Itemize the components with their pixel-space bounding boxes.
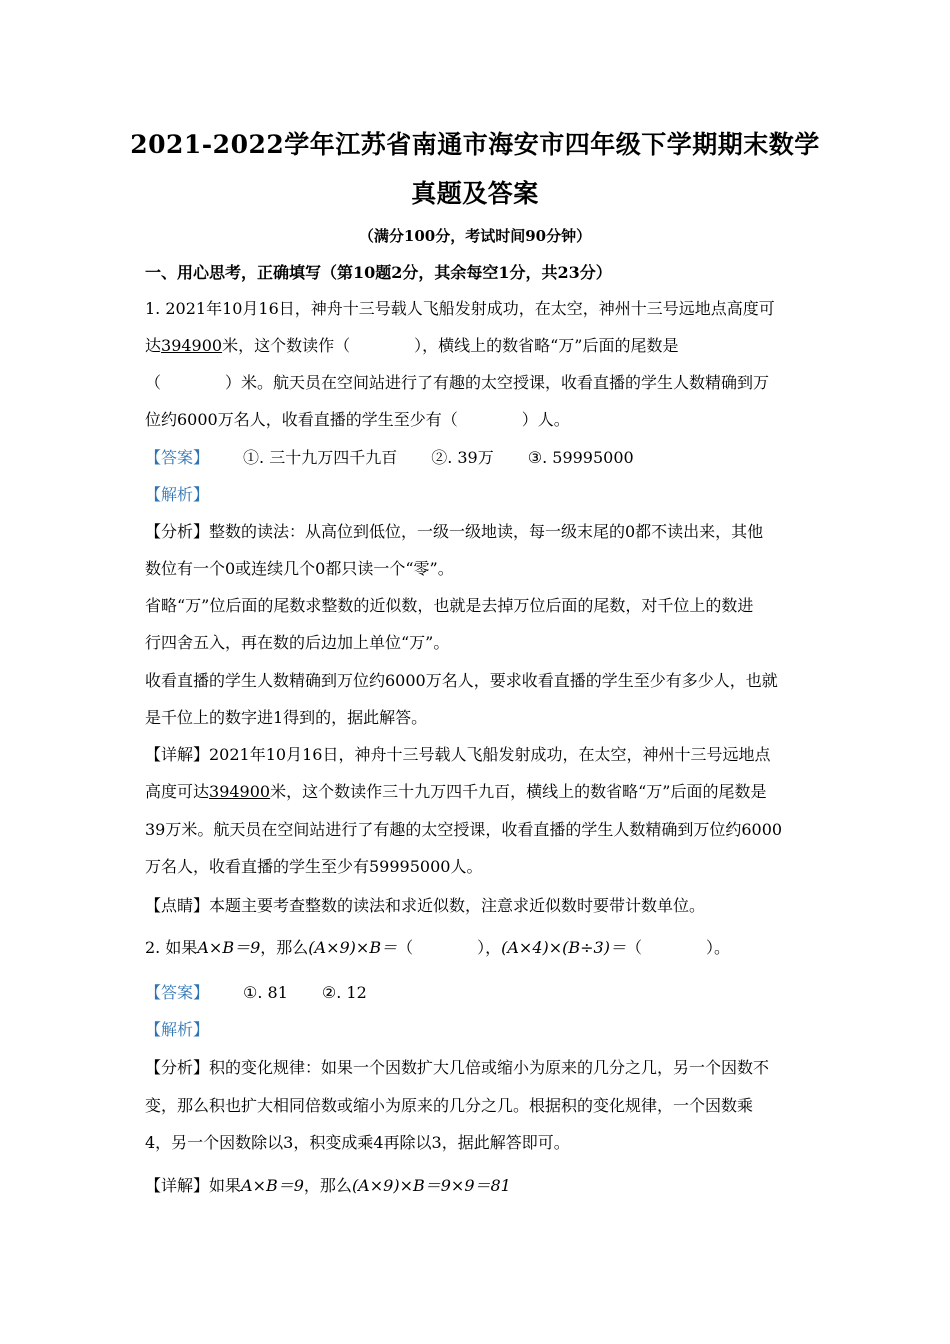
text: 米，这个数读作三十九万四千九百，横线上的数省略“万”后面的尾数是 [270,782,767,801]
analysis-text: 变，那么积也扩大相同倍数或缩小为原来的几分之几。根据积的变化规律，一个因数乘 [145,1096,754,1115]
analysis-tag: 【解析】 [145,485,210,504]
detail-text [145,782,815,802]
answer-item: ①. 81 [243,983,288,1002]
section-heading: 一、用心思考，正确填写（第10题2分，其余每空1分，共23分） [145,263,612,282]
analysis-text: 是千位上的数字进1得到的，据此解答。 [145,708,428,727]
text: 2. 如果 [145,938,198,957]
math-expression: (A×4)×(B÷3)＝ [501,938,626,957]
text: 达 [145,336,162,355]
question-1-answer [145,448,815,468]
text: 位约6000万名人，收看直播的学生至少有（ [145,410,458,429]
question-1-line-1: 1. 2021年10月16日，神舟十三号载人飞船发射成功，在太空，神州十三号远地点高度可 [145,299,775,318]
answer-item: ②. 39万 [431,448,494,467]
analysis-tag: 【解析】 [145,1020,210,1039]
detail-text: 万名人，收看直播的学生至少有59995000人。 [145,857,483,876]
analysis-text: 【分析】整数的读法：从高位到低位，一级一级地读，每一级末尾的0都不读出来，其他 [145,522,764,541]
math-expression: (A×9)×B＝9×9＝81 [351,1176,511,1195]
text: ）米。航天员在空间站进行了有趣的太空授课，收看直播的学生人数精确到万 [225,373,770,392]
detail-text: 39万米。航天员在空间站进行了有趣的太空授课，收看直播的学生人数精确到万位约6000 [145,820,783,839]
underlined-number: 394900 [209,782,271,801]
text: 米，这个数读作（ [222,336,351,355]
answer-tag: 【答案】 [145,983,210,1002]
question-1-line-4 [145,410,815,430]
analysis-text: 收看直播的学生人数精确到万位约6000万名人，要求收看直播的学生至少有多少人，也就 [145,671,778,690]
question-1-line-3 [145,373,815,393]
analysis-text: 行四舍五入，再在数的后边加上单位“万”。 [145,633,450,652]
text: （ [625,938,642,957]
math-condition: A×B＝9 [197,938,261,957]
text: （ [145,373,162,392]
analysis-text: 4，另一个因数除以3，积变成乘4再除以3，据此解答即可。 [145,1133,570,1152]
answer-item: ①. 三十九万四千九百 [243,448,398,467]
text: ）人。 [521,410,570,429]
answer-item: ②. 12 [321,983,367,1002]
text: （ [397,938,414,957]
analysis-text: 【分析】积的变化规律：如果一个因数扩大几倍或缩小为原来的几分之几，另一个因数不 [145,1058,770,1077]
question-1-line-2 [145,336,815,356]
text: ，那么 [260,938,309,957]
document-title-line-1: 2021-2022学年江苏省南通市海安市四年级下学期期末数学 [130,130,820,159]
document-title-line-2: 真题及答案 [411,179,539,208]
detail-text: 【详解】2021年10月16日，神舟十三号载人飞船发射成功，在太空，神州十三号远地点 [145,745,771,764]
text: ）。 [706,938,731,957]
text: 高度可达 [145,782,210,801]
math-expression: (A×9)×B＝ [308,938,398,957]
text: ）， [477,938,502,957]
text: 【详解】如果 [145,1176,242,1195]
key-point-text: 【点睛】本题主要考查整数的读法和求近似数，注意求近似数时要带计数单位。 [145,896,706,915]
text: ），横线上的数省略“万”后面的尾数是 [414,336,679,355]
question-2-line [145,938,815,958]
question-2-answer [145,983,815,1003]
analysis-text: 省略“万”位后面的尾数求整数的近似数，也就是去掉万位后面的尾数，对千位上的数进 [145,596,754,615]
math-condition: A×B＝9 [241,1176,304,1195]
text: ，那么 [303,1176,352,1195]
underlined-number: 394900 [161,336,223,355]
answer-item: ③. 59995000 [527,448,634,467]
exam-info: （满分100分，考试时间90分钟） [358,227,592,245]
answer-tag: 【答案】 [145,448,210,467]
analysis-text: 数位有一个0或连续几个0都只读一个“零”。 [145,559,454,578]
detail-text [145,1176,815,1196]
